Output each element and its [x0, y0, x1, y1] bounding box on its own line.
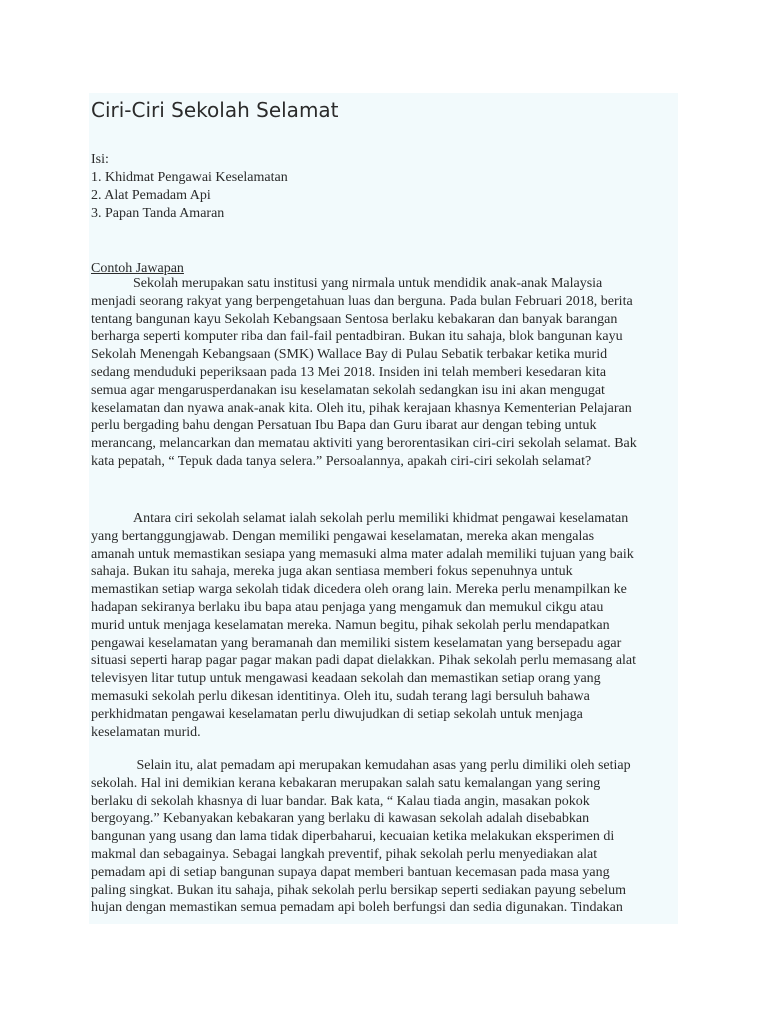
paragraph-line: pengawai keselamatan yang beramanah dan memiliki sistem keselamatan yang bersepadu agar: [91, 635, 622, 651]
isi-item: 2. Alat Pemadam Api: [91, 188, 211, 203]
paragraph-line: berlaku di sekolah khasnya di luar bandar. Bak kata, “ Kalau tiada angin, masakan pokok: [91, 793, 590, 809]
isi-list: [91, 151, 288, 223]
paragraph-line: paling singkat. Bukan itu sahaja, pihak sekolah perlu bersikap seperti sediakan payung sebelum: [91, 882, 626, 898]
paragraph-line: kata pepatah, “ Tepuk dada tanya selera.” Persoalannya, apakah ciri-ciri sekolah selamat?: [91, 453, 592, 469]
isi-label: Isi:: [91, 152, 109, 167]
paragraph-line: sedang menduduki peperiksaan pada 13 Mei 2018. Insiden ini telah memberi kesedaran kita: [91, 364, 607, 380]
paragraph-line: tentang bangunan kayu Sekolah Kebangsaan Sentosa berlaku kebakaran dan banyak barangan: [91, 311, 618, 327]
contoh-jawapan-heading: Contoh Jawapan: [91, 261, 184, 276]
paragraph-line: makmal dan sebagainya. Sebagai langkah preventif, pihak sekolah perlu menyediakan alat: [91, 846, 598, 862]
paragraph-line: berharga seperti komputer riba dan fail-fail pentadbiran. Bukan itu sahaja, blok bangunan kayu: [91, 329, 623, 345]
paragraph-line: keselamatan murid.: [91, 724, 201, 740]
paragraph-line: merancang, melancarkan dan mematau aktiviti yang berorentasikan ciri-ciri sekolah selamat. Bak: [91, 436, 637, 452]
paragraph-line: hadapan sekiranya berlaku ibu bapa atau penjaga yang mengamuk dan memukul cikgu atau: [91, 599, 604, 615]
paragraph-line: hujan dengan memastikan semua pemadam api boleh berfungsi dan sedia digunakan. Tindakan: [91, 900, 623, 916]
paragraph-introduction: [91, 275, 677, 471]
paragraph-body-2: [91, 757, 677, 917]
paragraph-line: bangunan yang usang dan lama tidak diperbaharui, kecuaian ketika melakukan eksperimen di: [91, 829, 615, 845]
paragraph-line: murid untuk menjaga keselamatan mereka. Namun begitu, pihak sekolah perlu mendapatkan: [91, 617, 610, 633]
paragraph-line: amanah untuk memastikan sesiapa yang memasuki alma mater adalah memiliki tujuan yang baik: [91, 546, 634, 562]
paragraph-line: Sekolah Menengah Kebangsaan (SMK) Wallace Bay di Pulau Sebatik terbakar ketika murid: [91, 347, 608, 363]
paragraph-line: yang bertanggungjawab. Dengan memiliki pengawai keselamatan, mereka akan mengalas: [91, 528, 595, 544]
paragraph-line: Selain itu, alat pemadam api merupakan kemudahan asas yang perlu dimiliki oleh setiap: [91, 758, 631, 773]
paragraph-line: perlu bergading bahu dengan Persatuan Ibu Bapa dan Guru ibarat aur dengan tebing untuk: [91, 418, 597, 434]
document-page: [89, 93, 678, 924]
paragraph-body-1: [91, 510, 677, 741]
paragraph-line: sekolah. Hal ini demikian kerana kebakaran merupakan salah satu kemalangan yang sering: [91, 775, 601, 791]
paragraph-line: televisyen litar tutup untuk mengawasi keadaan sekolah dan memastikan setiap orang yang: [91, 671, 601, 687]
isi-item: 1. Khidmat Pengawai Keselamatan: [91, 170, 288, 185]
paragraph-line: sahaja. Bukan itu sahaja, mereka juga akan sentiasa memberi fokus sepenuhnya untuk: [91, 564, 573, 580]
document-title: Ciri-Ciri Sekolah Selamat: [91, 98, 339, 122]
paragraph-line: pemadam api di setiap bangunan supaya dapat memberi bantuan kecemasan pada masa yang: [91, 864, 610, 880]
paragraph-line: Antara ciri sekolah selamat ialah sekolah perlu memiliki khidmat pengawai keselamatan: [91, 511, 629, 526]
paragraph-line: perkhidmatan pengawai keselamatan perlu diwujudkan di setiap sekolah untuk menjaga: [91, 706, 583, 722]
paragraph-line: menjadi seorang rakyat yang berpengetahuan luas dan berguna. Pada bulan Februari 2018, berita: [91, 293, 633, 309]
paragraph-line: situasi seperti harap pagar pagar makan padi dapat dielakkan. Pihak sekolah perlu memasang alat: [91, 653, 637, 669]
paragraph-line: keselamatan dan nyawa anak-anak kita. Oleh itu, pihak kerajaan khasnya Kementerian Pelajaran: [91, 400, 632, 416]
paragraph-line: memasuki sekolah perlu dikesan identitinya. Oleh itu, sudah terang lagi bersuluh bahawa: [91, 688, 590, 704]
paragraph-line: semua agar mengarusperdanakan isu keselamatan sekolah sedangkan isu ini akan mengugat: [91, 382, 605, 398]
paragraph-line: Sekolah merupakan satu institusi yang nirmala untuk mendidik anak-anak Malaysia: [91, 276, 603, 291]
paragraph-line: bergoyang.” Kebanyakan kebakaran yang berlaku di kawasan sekolah adalah disebabkan: [91, 811, 590, 827]
paragraph-line: memastikan setiap warga sekolah tidak dicedera oleh orang lain. Mereka perlu menampilkan ke: [91, 582, 627, 598]
isi-item: 3. Papan Tanda Amaran: [91, 206, 225, 221]
